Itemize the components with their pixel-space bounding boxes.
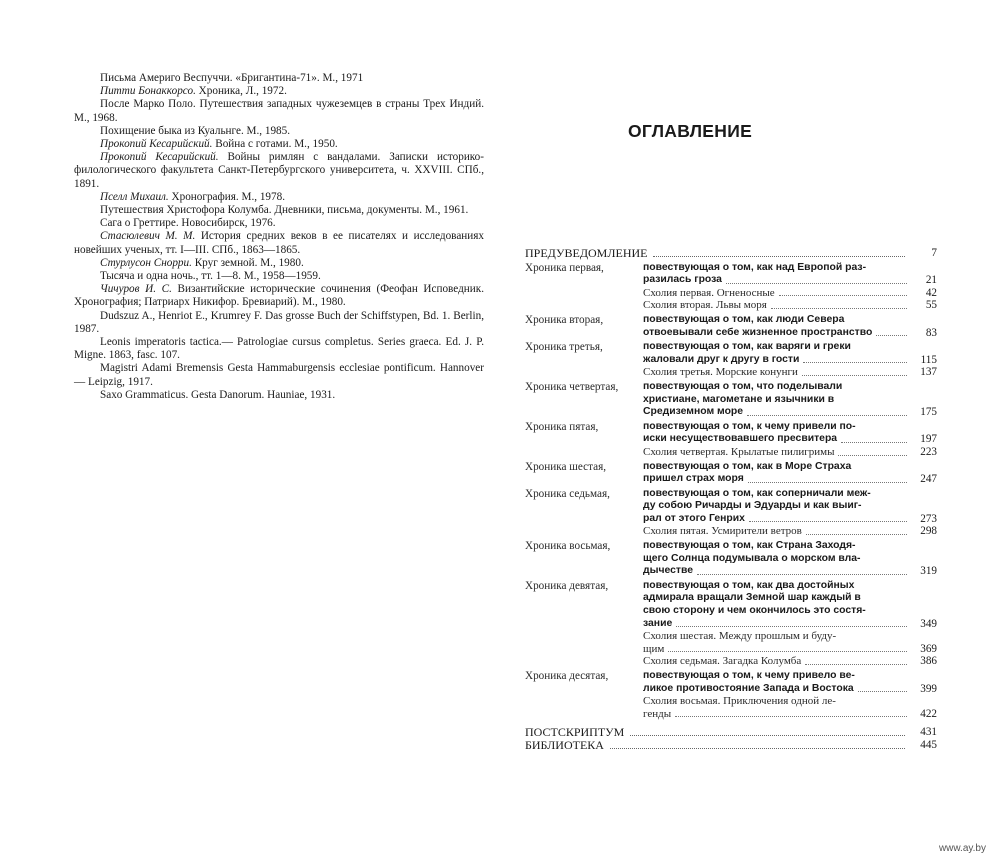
toc-library-page: 445: [920, 738, 937, 751]
toc-chapter-text: ду собою Ричарды и Эдуарды и как выиг-: [643, 500, 862, 512]
toc-line: [643, 341, 937, 354]
toc-line: [643, 433, 937, 446]
bibliography-entry: [74, 283, 484, 309]
toc-line: [643, 394, 937, 407]
toc-line: [643, 287, 937, 300]
toc-line: [643, 618, 937, 631]
leader-dots: [806, 534, 907, 535]
toc-page-number: 298: [920, 525, 937, 538]
toc-library-title: БИБЛИОТЕКА: [525, 737, 604, 752]
toc-title: ОГЛАВЛЕНИЕ: [628, 121, 753, 141]
toc-chapter-text: свою сторону и чем окончилось это состя-: [643, 605, 866, 617]
toc-chronicle-label: Хроника седьмая,: [525, 487, 610, 500]
toc-line: [643, 695, 937, 708]
leader-dots: [668, 651, 907, 652]
bibliography-text: Saxo Grammaticus. Gesta Danorum. Hauniae, 1931.: [100, 388, 336, 401]
toc-line: [643, 406, 937, 419]
leader-dots: [726, 283, 907, 284]
bibliography-text: Война с готами. М., 1950.: [212, 138, 338, 151]
toc-line: [643, 605, 937, 618]
bibliography-text: Хронография. М., 1978.: [168, 190, 286, 203]
toc-chapter-text: разилась гроза: [643, 274, 722, 286]
toc-preface-title: ПРЕДУВЕДОМЛЕНИЕ: [525, 246, 648, 260]
toc-line: [643, 366, 937, 379]
bibliography-entry: [74, 98, 484, 124]
toc-line: [643, 500, 937, 513]
toc-chronicle: [525, 670, 937, 720]
bibliography-text: Тысяча и одна ночь., тт. 1—8. М., 1958—1959.: [100, 270, 321, 283]
toc-chronicle: [525, 314, 937, 339]
bibliography-text: Хроника, Л., 1972.: [195, 85, 287, 98]
toc-chronicle-body: [643, 580, 937, 668]
bibliography-entry: [74, 191, 484, 204]
toc-line: [643, 262, 937, 275]
toc-chronicle-label: Хроника восьмая,: [525, 540, 611, 553]
toc-line: [643, 274, 937, 287]
toc-scholia-text: Схолия четвертая. Крылатые пилигримы: [643, 445, 835, 458]
leader-dots: [630, 734, 905, 736]
toc-chronicle-body: [643, 341, 937, 379]
toc-chronicle-body: [643, 262, 937, 312]
toc-chapter-text: повествующая о том, как люди Севера: [643, 313, 845, 325]
bibliography-text: Войны римлян с вандалами. Записки историко-филологического факультета Санкт-Петербургского университета, ч. XXVIII. СПб., 1891.: [74, 151, 484, 190]
toc-line: [643, 513, 937, 526]
toc-page-number: 197: [920, 433, 937, 446]
leader-dots: [805, 664, 907, 665]
leader-dots: [697, 574, 907, 575]
toc-preface-page: 7: [931, 247, 937, 259]
bibliography-author: Пселл Михаил.: [100, 190, 169, 203]
toc-chronicle-body: [643, 540, 937, 578]
toc-page-number: 422: [920, 707, 937, 720]
toc-scholia-text: Схолия третья. Морские конунги: [643, 366, 798, 379]
bibliography-text: Leonis imperatoris tactica.— Patrologiae cursus completus. Series graeca. Ed. J. P. Migne. 1863, fasc. 107.: [74, 336, 484, 362]
bibliography-entry: [74, 85, 484, 98]
toc-library: [525, 739, 937, 752]
bibliography-author: Чичуров И. С.: [100, 283, 172, 296]
toc-line: [643, 553, 937, 566]
toc-line: [643, 540, 937, 553]
toc-chronicle: [525, 580, 937, 668]
toc-chronicle-body: [643, 670, 937, 720]
toc-line: [643, 327, 937, 340]
toc-chapter-text: жаловали друг к другу в гости: [643, 353, 800, 365]
toc-line: [643, 670, 937, 683]
toc-chronicle: [525, 381, 937, 419]
toc-chronicle: [525, 262, 937, 312]
toc-scholia-text: Схолия вторая. Львы моря: [643, 299, 767, 312]
bibliography-text: После Марко Поло. Путешествия западных чужеземцев в страны Трех Индий. М., 1968.: [74, 98, 484, 124]
toc-chapter-text: дычестве: [643, 565, 694, 577]
bibliography-text: Круг земной. М., 1980.: [191, 256, 304, 269]
toc-page-number: 399: [920, 682, 937, 695]
bibliography-entry: [74, 336, 484, 362]
leader-dots: [610, 747, 905, 749]
bibliography-entry: [74, 138, 484, 151]
toc-scholia-text: генды: [643, 707, 672, 720]
toc-chapter-text: повествующая о том, как соперничали меж-: [643, 487, 871, 499]
toc-line: [643, 461, 937, 474]
chronicle-list: [525, 262, 937, 721]
bibliography-author: Стасюлевич М. М.: [100, 230, 196, 243]
bibliography-text: Dudszuz A., Henriot E., Krumrey F. Das grosse Buch der Schiffstypen, Bd. 1. Berlin, 1987.: [74, 309, 484, 335]
bibliography-text: Magistri Adami Bremensis Gesta Hammaburgensis ecclesiae pontificum. Hannover — Leipzig, 1917.: [74, 362, 484, 388]
toc-page-number: 386: [920, 655, 937, 668]
toc-line: [643, 473, 937, 486]
toc-chapter-text: христиане, магометане и язычники в: [643, 393, 835, 405]
table-of-contents: [525, 247, 937, 752]
leader-dots: [676, 626, 907, 627]
toc-postscript-title: ПОСТСКРИПТУМ: [525, 725, 625, 740]
toc-chapter-text: зание: [643, 617, 673, 629]
toc-chronicle: [525, 488, 937, 538]
toc-chapter-text: адмирала вращали Земной шар каждый в: [643, 592, 861, 604]
toc-page-number: 21: [925, 274, 937, 287]
toc-chronicle-body: [643, 488, 937, 538]
bibliography-entry: [74, 362, 484, 388]
bibliography-text: История средних веков в ее писателях и исследованиях новейших ученых, тт. I—III. СПб., 1863—1865.: [74, 230, 484, 256]
bibliography-author: Стурлусон Снорри.: [100, 256, 192, 269]
toc-line: [643, 565, 937, 578]
bibliography-text: Византийские исторические сочинения (Феофан Исповедник. Хронография; Патриарх Никифор. Бревиарий). М., 1980.: [74, 283, 484, 309]
bibliography-entry: [74, 217, 484, 230]
toc-page-number: 319: [920, 565, 937, 578]
watermark: www.ay.by: [938, 843, 986, 854]
toc-chronicle-body: [643, 461, 937, 486]
toc-chronicle-label: Хроника первая,: [525, 261, 604, 274]
leader-dots: [858, 691, 907, 692]
bibliography-author: Прокопий Кесарийский.: [100, 138, 213, 151]
toc-scholia-text: Схолия пятая. Усмирители ветров: [643, 525, 802, 538]
leader-dots: [841, 442, 907, 443]
toc-chronicle: [525, 540, 937, 578]
bibliography-text: Сага о Греттире. Новосибирск, 1976.: [100, 217, 276, 230]
leader-dots: [675, 716, 907, 717]
toc-page-number: 55: [925, 299, 937, 312]
toc-chapter-text: ликое противостояние Запада и Востока: [643, 682, 854, 694]
toc-chapter-text: Средиземном море: [643, 406, 744, 418]
toc-line: [643, 655, 937, 668]
toc-chronicle-label: Хроника пятая,: [525, 420, 599, 433]
toc-page-number: 247: [920, 473, 937, 486]
toc-line: [643, 381, 937, 394]
toc-page-number: 273: [920, 512, 937, 525]
toc-chapter-text: повествующая о том, как варяги и греки: [643, 341, 851, 353]
toc-chronicle: [525, 341, 937, 379]
toc-line: [643, 299, 937, 312]
leader-dots: [747, 415, 907, 416]
toc-page-number: 42: [925, 286, 937, 299]
toc-scholia-text: Схолия восьмая. Приключения одной ле-: [643, 695, 836, 708]
bibliography-text: Похищение быка из Куальнге. М., 1985.: [100, 124, 291, 137]
toc-chapter-text: повествующая о том, как в Море Страха: [643, 460, 852, 472]
toc-page-number: 349: [920, 617, 937, 630]
leader-dots: [876, 335, 907, 336]
leader-dots: [838, 455, 907, 456]
leader-dots: [803, 362, 907, 363]
toc-chapter-text: повествующая о том, к чему привели по-: [643, 420, 856, 432]
toc-line: [643, 314, 937, 327]
bibliography-list: [74, 72, 484, 402]
toc-scholia-text: Схолия шестая. Между прошлым и буду-: [643, 630, 837, 643]
toc-line: [643, 580, 937, 593]
toc-chronicle-label: Хроника десятая,: [525, 670, 609, 682]
bibliography-entry: [74, 151, 484, 191]
toc-chronicle-label: Хроника четвертая,: [525, 380, 619, 393]
toc-preface: [525, 247, 937, 260]
toc-page-number: 223: [920, 445, 937, 458]
toc-scholia-text: Схолия первая. Огненосные: [643, 286, 775, 299]
toc-page-number: 175: [920, 406, 937, 419]
toc-line: [643, 421, 937, 434]
toc-chronicle-label: Хроника третья,: [525, 341, 603, 354]
toc-line: [643, 643, 937, 656]
toc-scholia-text: Схолия седьмая. Загадка Колумба: [643, 655, 802, 668]
bibliography-entry: [74, 257, 484, 270]
bibliography-author: Прокопий Кесарийский.: [100, 151, 219, 164]
toc-chronicle-label: Хроника шестая,: [525, 460, 607, 473]
bibliography-entry: [74, 72, 484, 85]
bibliography-entry: [74, 230, 484, 256]
toc-page-number: 137: [920, 366, 937, 379]
toc-chapter-text: повествующая о том, как над Европой раз-: [643, 261, 867, 273]
leader-dots: [749, 521, 907, 522]
leader-dots: [802, 375, 907, 376]
toc-chapter-text: повествующая о том, к чему привело ве-: [643, 670, 855, 681]
toc-line: [643, 592, 937, 605]
bibliography-entry: [74, 125, 484, 138]
toc-line: [643, 683, 937, 696]
leader-dots: [653, 255, 905, 257]
toc-postscript-page: 431: [920, 726, 937, 739]
leader-dots: [779, 295, 907, 296]
toc-page-number: 115: [920, 353, 937, 366]
toc-chronicle-label: Хроника вторая,: [525, 313, 604, 326]
toc-chronicle-body: [643, 381, 937, 419]
toc-chapter-text: иски несуществовавшего пресвитера: [643, 433, 838, 445]
toc-chapter-text: пришел страх моря: [643, 473, 744, 485]
toc-chapter-text: отвоевывали себе жизненное пространство: [643, 326, 873, 338]
toc-chronicle-body: [643, 314, 937, 339]
bibliography-text: Путешествия Христофора Колумба. Дневники, письма, документы. М., 1961.: [100, 204, 469, 217]
toc-line: [643, 708, 937, 721]
toc-chronicle-label: Хроника девятая,: [525, 579, 609, 592]
toc-page-number: 369: [920, 642, 937, 655]
bibliography-author: Питти Бонаккорсо.: [100, 85, 196, 98]
toc-line: [643, 488, 937, 501]
toc-chronicle: [525, 461, 937, 486]
bibliography-entry: [74, 270, 484, 283]
toc-chapter-text: повествующая о том, как Страна Заходя-: [643, 540, 856, 552]
bibliography-entry: [74, 310, 484, 336]
leader-dots: [748, 482, 907, 483]
toc-scholia-text: щим: [643, 642, 665, 655]
bibliography-entry: [74, 389, 484, 402]
toc-chapter-text: повествующая о том, как два достойных: [643, 579, 855, 591]
toc-line: [643, 630, 937, 643]
toc-chronicle-body: [643, 421, 937, 459]
bibliography-entry: [74, 204, 484, 217]
bibliography-text: Письма Америго Веспуччи. «Бригантина-71». М., 1971: [100, 72, 364, 84]
toc-chapter-text: повествующая о том, что поделывали: [643, 380, 843, 392]
leader-dots: [771, 308, 907, 309]
toc-line: [643, 354, 937, 367]
toc-line: [643, 525, 937, 538]
toc-line: [643, 446, 937, 459]
toc-chronicle: [525, 421, 937, 459]
toc-chapter-text: щего Солнца подумывала о морском вла-: [643, 552, 861, 564]
toc-page-number: 83: [925, 326, 937, 339]
toc-chapter-text: рал от этого Генрих: [643, 512, 745, 524]
